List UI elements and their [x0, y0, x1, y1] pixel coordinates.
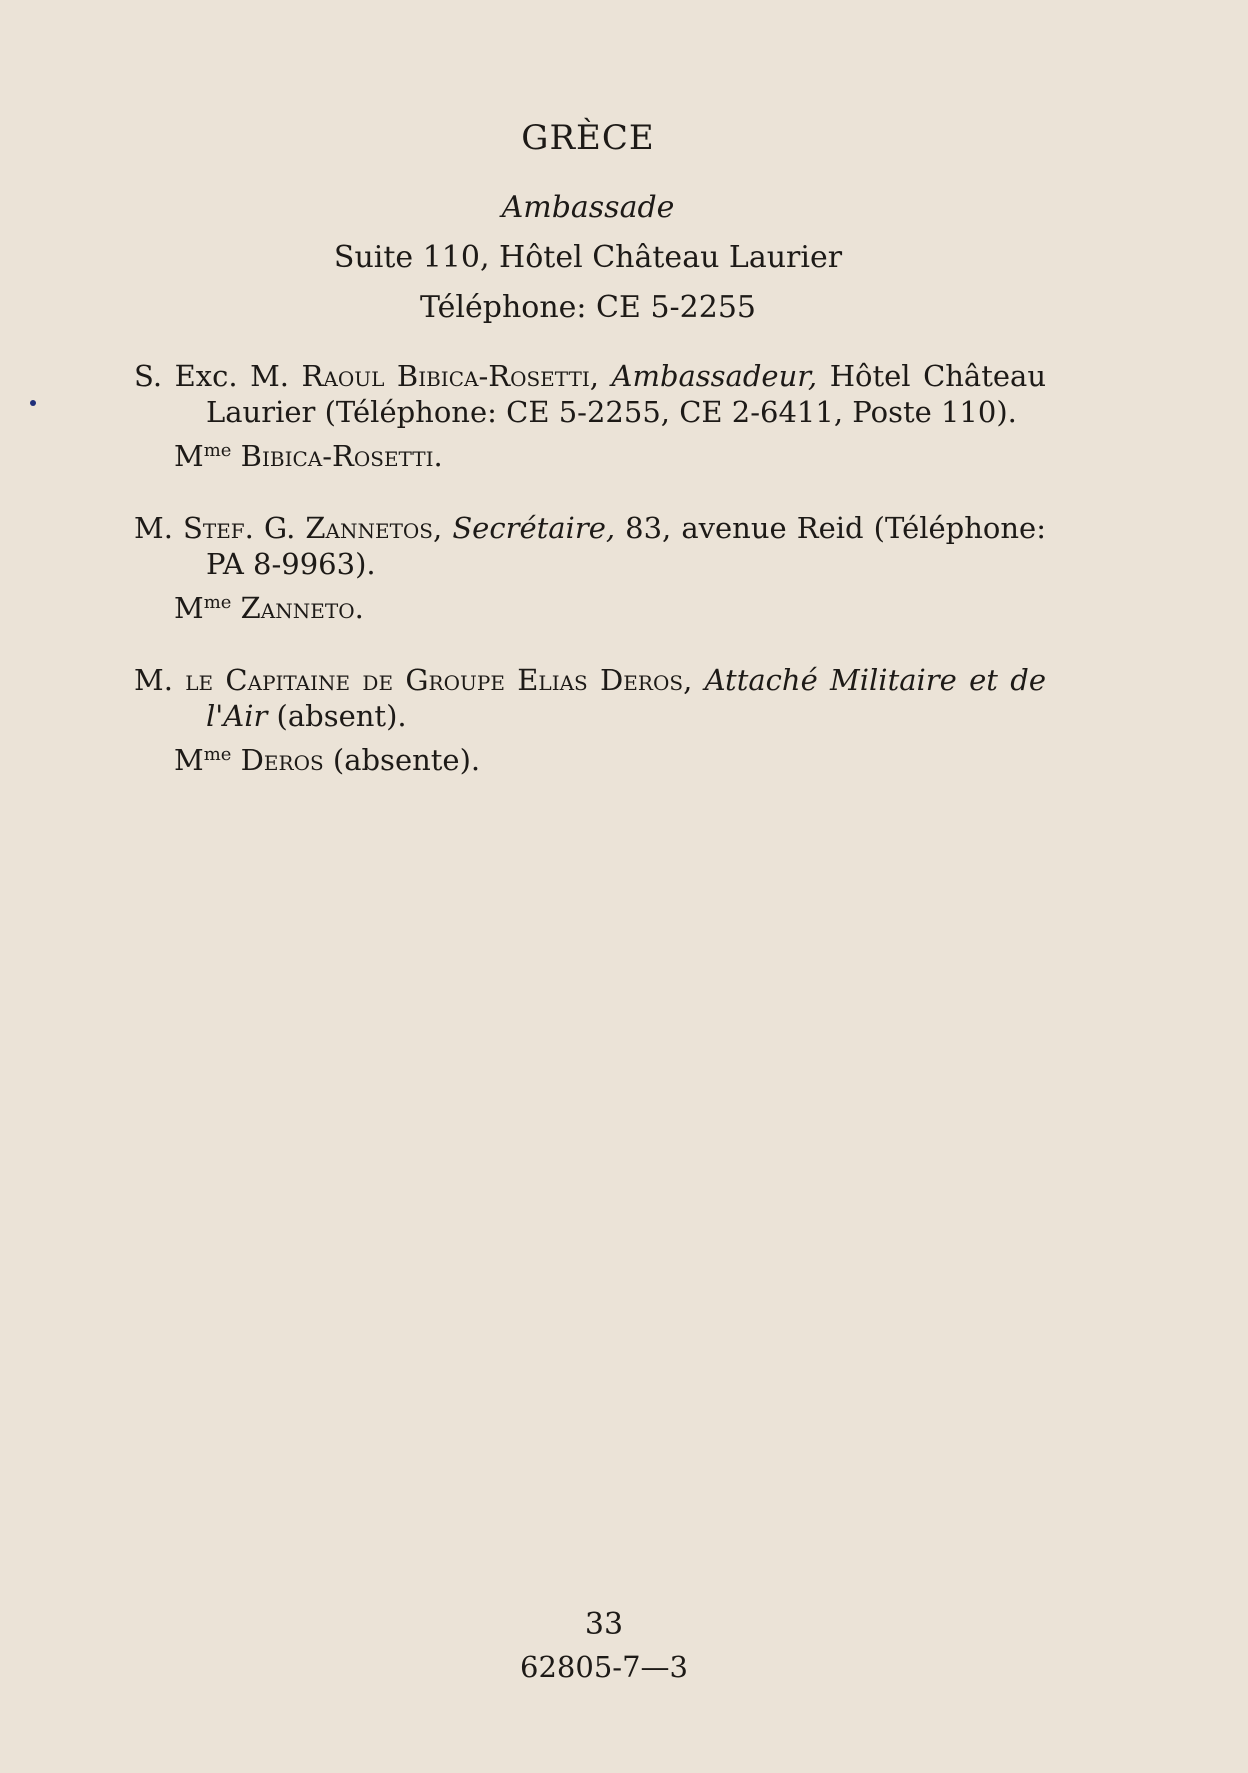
- spouse-line: [134, 742, 1046, 778]
- staff-line: [134, 358, 1046, 430]
- spouse-prefix: M: [174, 591, 204, 625]
- staff-entry: [134, 662, 1046, 778]
- staff-entry: [134, 510, 1046, 626]
- staff-prefix: M.: [134, 511, 183, 545]
- spouse-line: [134, 438, 1046, 474]
- staff-line: [134, 510, 1046, 582]
- spouse-superscript: me: [203, 592, 232, 613]
- spouse-suffix: (absente).: [323, 743, 481, 777]
- staff-entry: [134, 358, 1046, 474]
- spouse-prefix: M: [174, 439, 204, 473]
- staff-list: [134, 358, 1046, 778]
- staff-name: Raoul Bibica-Rosetti,: [301, 359, 599, 393]
- embassy-phone: Téléphone: CE 5-2255: [419, 290, 757, 325]
- page-number: 33: [584, 1607, 624, 1642]
- country-heading: GRÈCE: [521, 118, 655, 158]
- staff-prefix: S. Exc. M.: [134, 359, 302, 393]
- spouse-name: Bibica-Rosetti.: [240, 439, 443, 473]
- staff-details: Hôtel Château Laurier (Téléphone: CE 5-2255, CE 2-6411, Poste 110).: [206, 359, 1047, 429]
- print-code: 62805-7—3: [520, 1650, 688, 1684]
- staff-title: Ambassadeur,: [611, 359, 818, 393]
- spouse-name: Deros: [240, 743, 324, 777]
- staff-details: 83, avenue Reid (Téléphone: PA 8-9963).: [206, 511, 1046, 581]
- staff-prefix: M.: [134, 663, 186, 697]
- ink-mark: [30, 400, 36, 406]
- staff-details: (absent).: [267, 699, 407, 733]
- staff-name: Stef. G. Zannetos,: [182, 511, 443, 545]
- spouse-superscript: me: [203, 440, 232, 461]
- embassy-address: Suite 110, Hôtel Château Laurier: [333, 240, 843, 275]
- spouse-prefix: M: [174, 743, 204, 777]
- staff-line: [134, 662, 1046, 734]
- post-type-heading: Ambassade: [501, 190, 675, 225]
- staff-title: Secrétaire,: [452, 511, 616, 545]
- spouse-line: [134, 590, 1046, 626]
- spouse-name: Zanneto.: [240, 591, 364, 625]
- staff-name: le Capitaine de Groupe Elias Deros,: [185, 663, 693, 697]
- staff-title: Attaché Militaire et de l'Air: [206, 663, 1046, 733]
- spouse-superscript: me: [203, 744, 232, 765]
